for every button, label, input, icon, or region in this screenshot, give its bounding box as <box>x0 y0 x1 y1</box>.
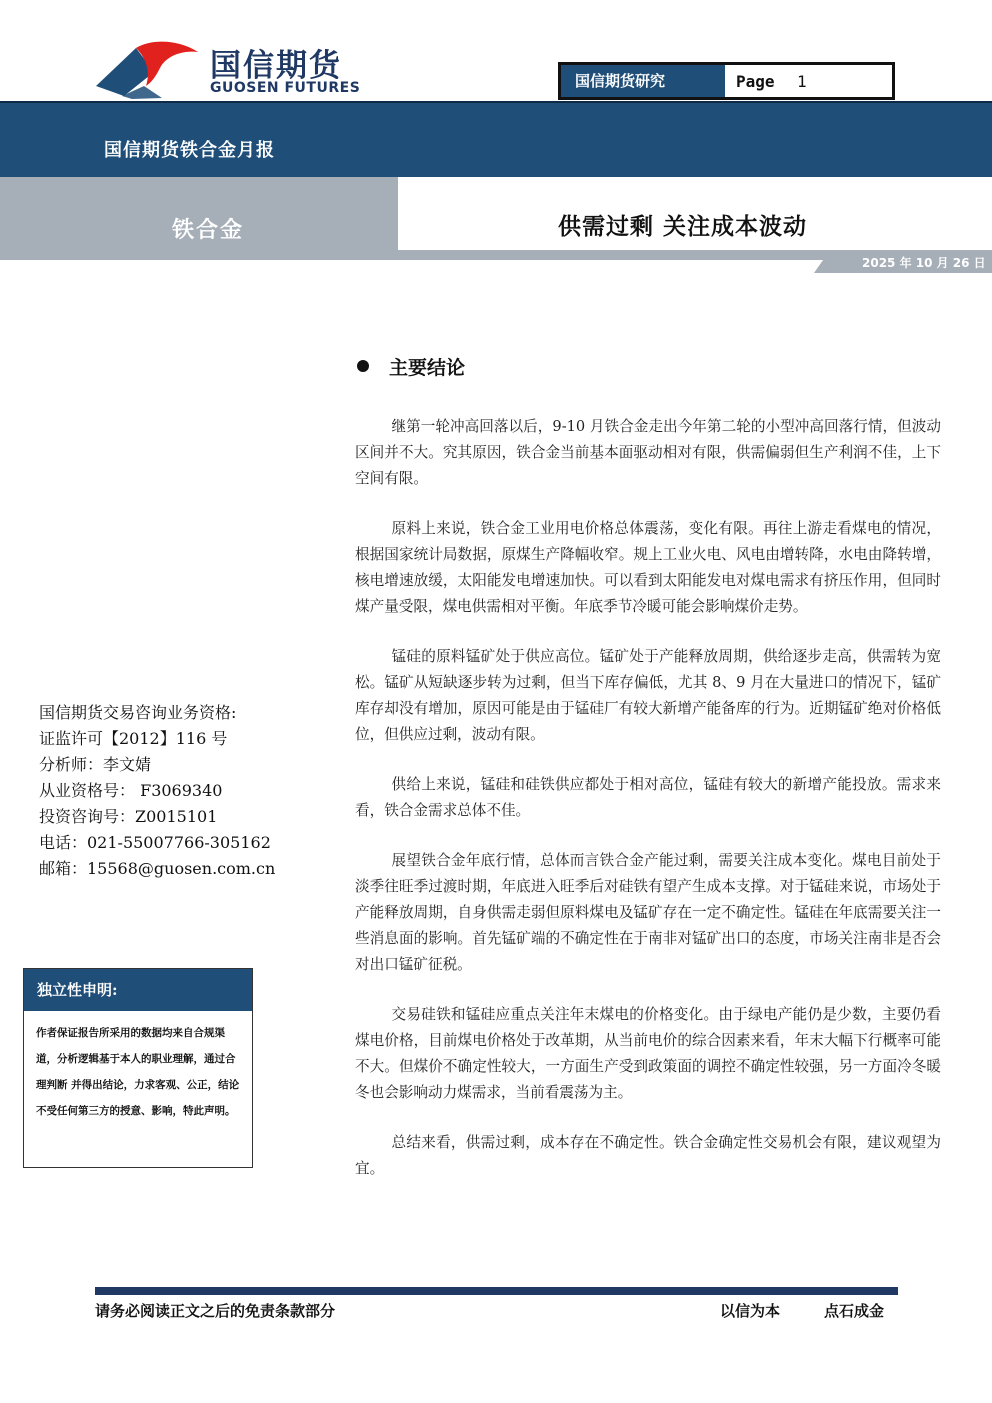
page-number: 1 <box>797 72 807 91</box>
phone: 电话：021-55007766-305162 <box>39 833 271 852</box>
paragraph: 展望铁合金年底行情，总体而言铁合金产能过剩，需要关注成本变化。煤电目前处于淡季往旺季过渡时期，年底进入旺季后对硅铁有望产生成本支撑。对于锰硅来说，市场处于产能释放周期，自身供需走弱但原料煤电及锰矿存在一定不确定性。锰硅在年底需要关注一些消息面的影响。首先锰矿端的不确定性在于南非对锰矿出口的态度，市场关注南非是否会对出口锰矿征税。 <box>355 852 941 973</box>
paragraph: 总结来看，供需过剩，成本存在不确定性。铁合金确定性交易机会有限，建议观望为宜。 <box>355 1134 941 1177</box>
slogan-2: 点石成金 <box>824 1302 885 1320</box>
independence-text: 作者保证报告所采用的数据均来自合规渠道，分析逻辑基于本人的职业理解，通过合理判断 并得出结论，力求客观、公正，结论不受任何第三方的授意、影响，特此声明。 <box>36 1027 240 1117</box>
bullet-icon <box>357 360 369 372</box>
license-line: 证监许可【2012】116 号 <box>39 729 228 748</box>
email[interactable]: 邮箱：15568@guosen.com.cn <box>39 859 276 878</box>
footer-rule <box>95 1287 898 1295</box>
report-title: 国信期货铁合金月报 <box>104 140 275 161</box>
practice-number: 从业资格号： F3069340 <box>39 781 223 800</box>
paragraph: 原料上来说，铁合金工业用电价格总体震荡，变化有限。再往上游走看煤电的情况，根据国家统计局数据，原煤生产降幅收窄。规上工业火电、风电由增转降，水电由降转增，核电增速放缓，太阳能发电增速加快。可以看到太阳能发电对煤电需求有挤压作用，但同时煤产量受限，煤电供需相对平衡。年底季节冷暖可能会影响煤价走势。 <box>355 520 941 615</box>
paragraph: 供给上来说，锰硅和硅铁供应都处于相对高位，锰硅有较大的新增产能投放。需求来看，铁合金需求总体不佳。 <box>355 776 941 819</box>
brand-name-cn: 国信期货 <box>210 48 342 84</box>
consulting-number: 投资咨询号：Z0015101 <box>39 807 218 826</box>
guosen-logo-icon <box>92 38 202 100</box>
qualification-line: 国信期货交易咨询业务资格: <box>39 703 237 722</box>
conclusion-body <box>355 414 941 1206</box>
category-label: 铁合金 <box>172 217 245 243</box>
slogan-1: 以信为本 <box>720 1302 781 1320</box>
analyst-name: 分析师：李文婧 <box>39 755 152 774</box>
independence-title: 独立性申明: <box>37 981 118 999</box>
page-label: Page <box>736 72 775 91</box>
analyst-info <box>39 700 289 882</box>
report-date: 2025 年 10 月 26 日 <box>862 256 986 270</box>
disclaimer-note: 请务必阅读正文之后的免责条款部分 <box>95 1302 336 1320</box>
research-label: 国信期货研究 <box>561 65 725 97</box>
section-title: 主要结论 <box>389 357 466 379</box>
brand-name-en: GUOSEN FUTURES <box>210 80 361 96</box>
headline: 供需过剩 关注成本波动 <box>558 213 808 240</box>
paragraph: 锰硅的原料锰矿处于供应高位。锰矿处于产能释放周期，供给逐步走高，供需转为宽松。锰矿从短缺逐步转为过剩，但当下库存偏低，尤其 8、9 月在大量进口的情况下，锰矿库存却没有增加，原因可能是由于锰硅厂有较大新增产能备库的行为。近期锰矿绝对价格低位，但供应过剩，波动有限。 <box>355 648 941 743</box>
banner-divider <box>0 101 992 103</box>
paragraph: 继第一轮冲高回落以后，9-10 月铁合金走出今年第二轮的小型冲高回落行情，但波动区间并不大。究其原因，铁合金当前基本面驱动相对有限，供需偏弱但生产利润不佳，上下空间有限。 <box>355 418 941 487</box>
paragraph: 交易硅铁和锰硅应重点关注年末煤电的价格变化。由于绿电产能仍是少数，主要仍看煤电价格，目前煤电价格处于改革期，从当前电价的综合因素来看，年末大幅下行概率可能不大。但煤价不确定性较大，一方面生产受到政策面的调控不确定性较强，另一方面冷冬暖冬也会影响动力煤需求，当前看震荡为主。 <box>355 1006 941 1101</box>
